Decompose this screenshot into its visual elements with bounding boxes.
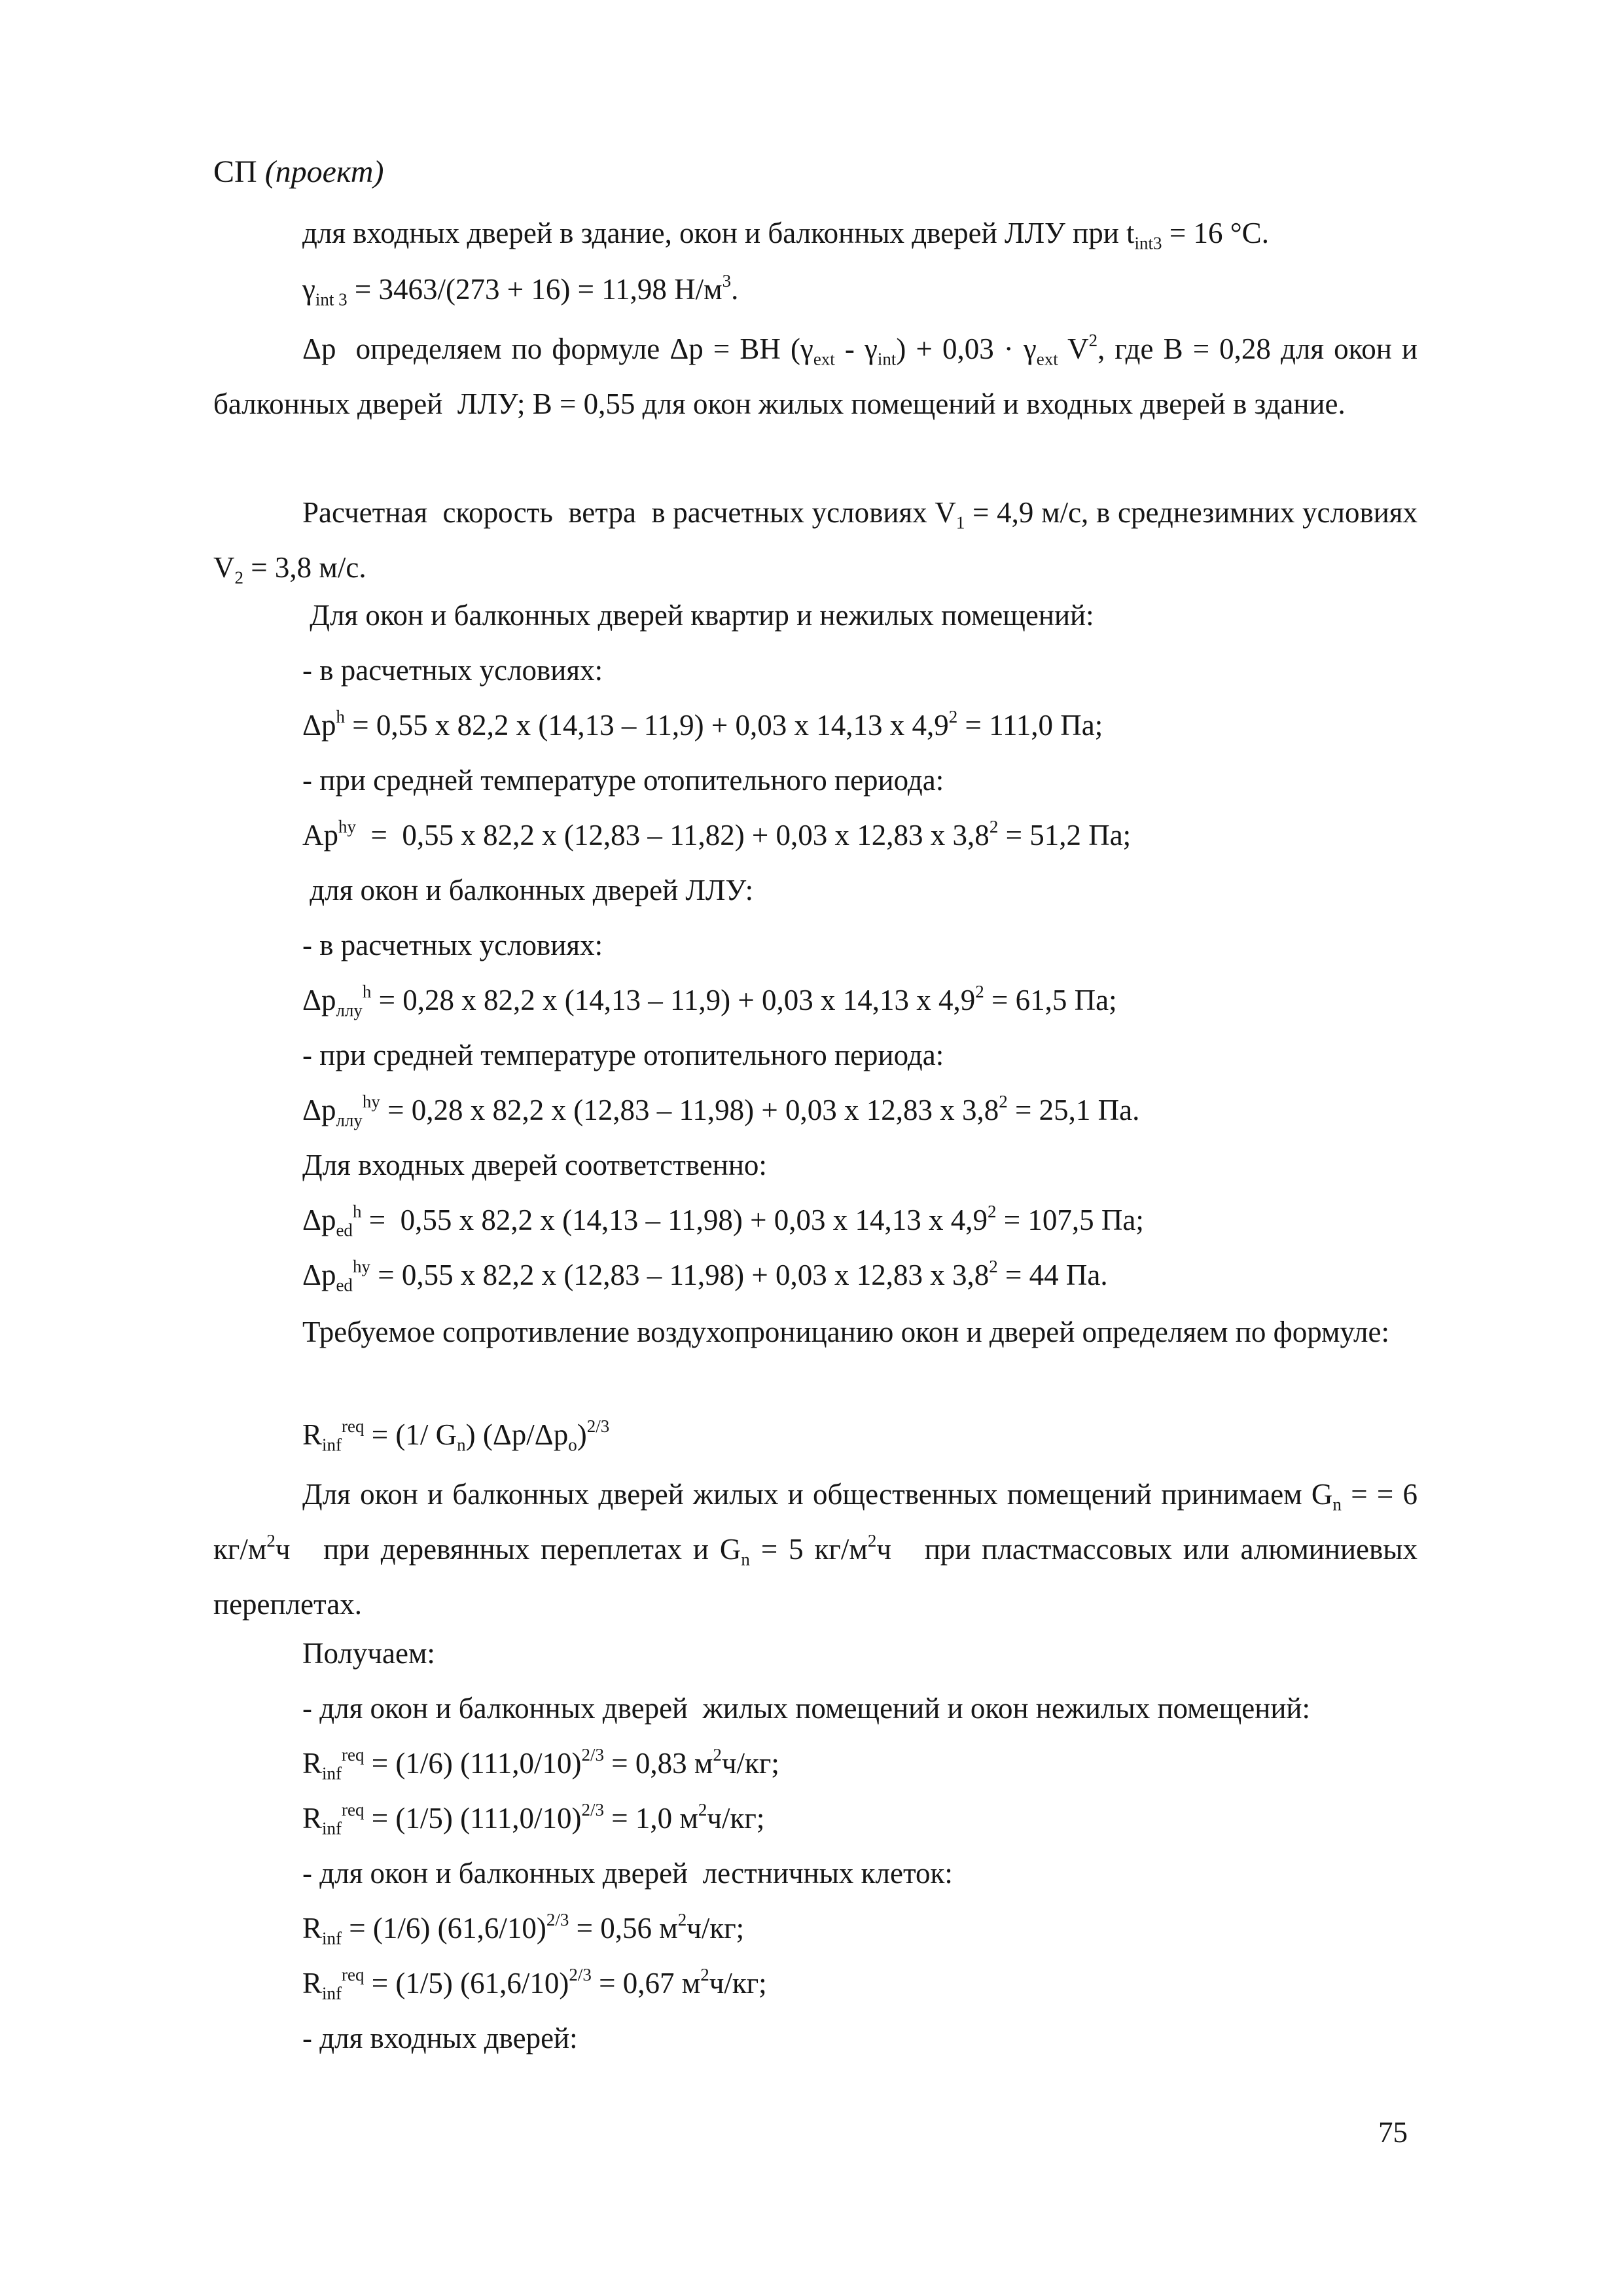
- text-line: Получаем:: [302, 1637, 435, 1670]
- paragraph: Расчетная скорость ветра в расчетных условиях $V_1 = 4,9$ м/с, в среднезимних условиях $V_2 = 3,8$ м/с.: [213, 496, 1418, 588]
- text-line: - для окон и балконных дверей жилых помещений и окон нежилых помещений:: [302, 1692, 1310, 1725]
- text-line: для входных дверей в здание, окон и балконных дверей ЛЛУ при $t_{int3} = 16$ °C.: [302, 217, 1269, 253]
- header-label: СП: [213, 154, 257, 189]
- formula-line: $\Delta p_{ed}^{hy} = 0,55$ x 82,2 x (12,83 – 11,98) + 0,03 x 12,83 x $3,8^2 = 44$ Па.: [302, 1257, 1108, 1295]
- text-line: - при средней температуре отопительного периода:: [302, 1039, 944, 1071]
- paragraph: Требуемое сопротивление воздухопроницанию окон и дверей определяем по формуле:: [302, 1316, 1389, 1348]
- text-line: - при средней температуре отопительного периода:: [302, 764, 944, 797]
- text-line: Для входных дверей соответственно:: [302, 1149, 767, 1181]
- formula-line: $\gamma_{int 3} = 3463/(273 + 16) = 11,98$ $Н/м^3$.: [302, 271, 739, 310]
- text-line: - для окон и балконных дверей лестничных клеток:: [302, 1857, 953, 1890]
- formula-line: $R_{inf}^{req} = (1/$ $G_n$) $(\Delta p/\Delta p_o)^{2/3}$: [302, 1416, 610, 1455]
- header-note: (проект): [264, 154, 384, 189]
- formula-line: $\Delta p_{ллу}^h = 0,28$ x 82,2 x (14,13 – 11,9) + 0,03 x 14,13 x $4,9^2 = 61,5$ Па;: [302, 982, 1117, 1020]
- page-header: [213, 152, 383, 192]
- paragraph: Для окон и балконных дверей жилых и общественных помещений принимаем $G_n$ = = 6 $кг/м^2ч$ при деревянных переплетах и $G_n = 5$ $кг/м^2ч$ при пластмассовых или алюминиевых переплетах.: [213, 1478, 1418, 1621]
- formula-line: $R_{inf}^{req} = (1/5) (111,0/10)^{2/3} = 1,0$ $м^2ч/кг$;: [302, 1800, 765, 1839]
- text-line: - в расчетных условиях:: [302, 654, 603, 687]
- formula-line: $\Delta p_{ed}^h = 0,55$ x 82,2 x (14,13 – 11,98) + 0,03 x 14,13 x $4,9^2 = 107,5$ Па;: [302, 1202, 1144, 1240]
- formula-line: $R_{inf}^{req} = (1/5) (61,6/10)^{2/3} = 0,67$ $м^2ч/кг$;: [302, 1965, 767, 2003]
- paragraph: Δp определяем по формуле Δp = BH $(\gamma_{ext} - \gamma_{int}) + 0,03 \cdot \gamma_{ext}$ $V^2$, где B = 0,28 для окон и балконных дверей ЛЛУ; B = 0,55 для окон жилых помещений и входных дверей в здание.: [213, 331, 1418, 420]
- text-line: для окон и балконных дверей ЛЛУ:: [302, 874, 754, 906]
- text-line: - в расчетных условиях:: [302, 929, 603, 961]
- formula-line: $\Delta p_{ллу}^{hy} = 0,28$ x 82,2 x (12,83 – 11,98) + 0,03 x 12,83 x $3,8^2 = 25,1$ Па.: [302, 1092, 1140, 1130]
- text-line: Для окон и балконных дверей квартир и нежилых помещений:: [302, 599, 1094, 632]
- text-line: - для входных дверей:: [302, 2022, 578, 2054]
- formula-line: $Ap^{hy} = 0,55$ x 82,2 x (12,83 – 11,82) + 0,03 x 12,83 x $3,8^2 = 51,2$ Па;: [302, 817, 1132, 852]
- formula-line: $\Delta p^h = 0,55$ x 82,2 x (14,13 – 11,9) + 0,03 x 14,13 x $4,9^2 = 111,0$ Па;: [302, 707, 1103, 742]
- formula-line: $R_{inf}^{req} = (1/6) (111,0/10)^{2/3} = 0,83$ $м^2ч/кг$;: [302, 1745, 779, 1784]
- page-number: 75: [1378, 2116, 1408, 2149]
- formula-line: $R_{inf} = (1/6) (61,6/10)^{2/3} = 0,56$ $м^2ч/кг$;: [302, 1910, 745, 1948]
